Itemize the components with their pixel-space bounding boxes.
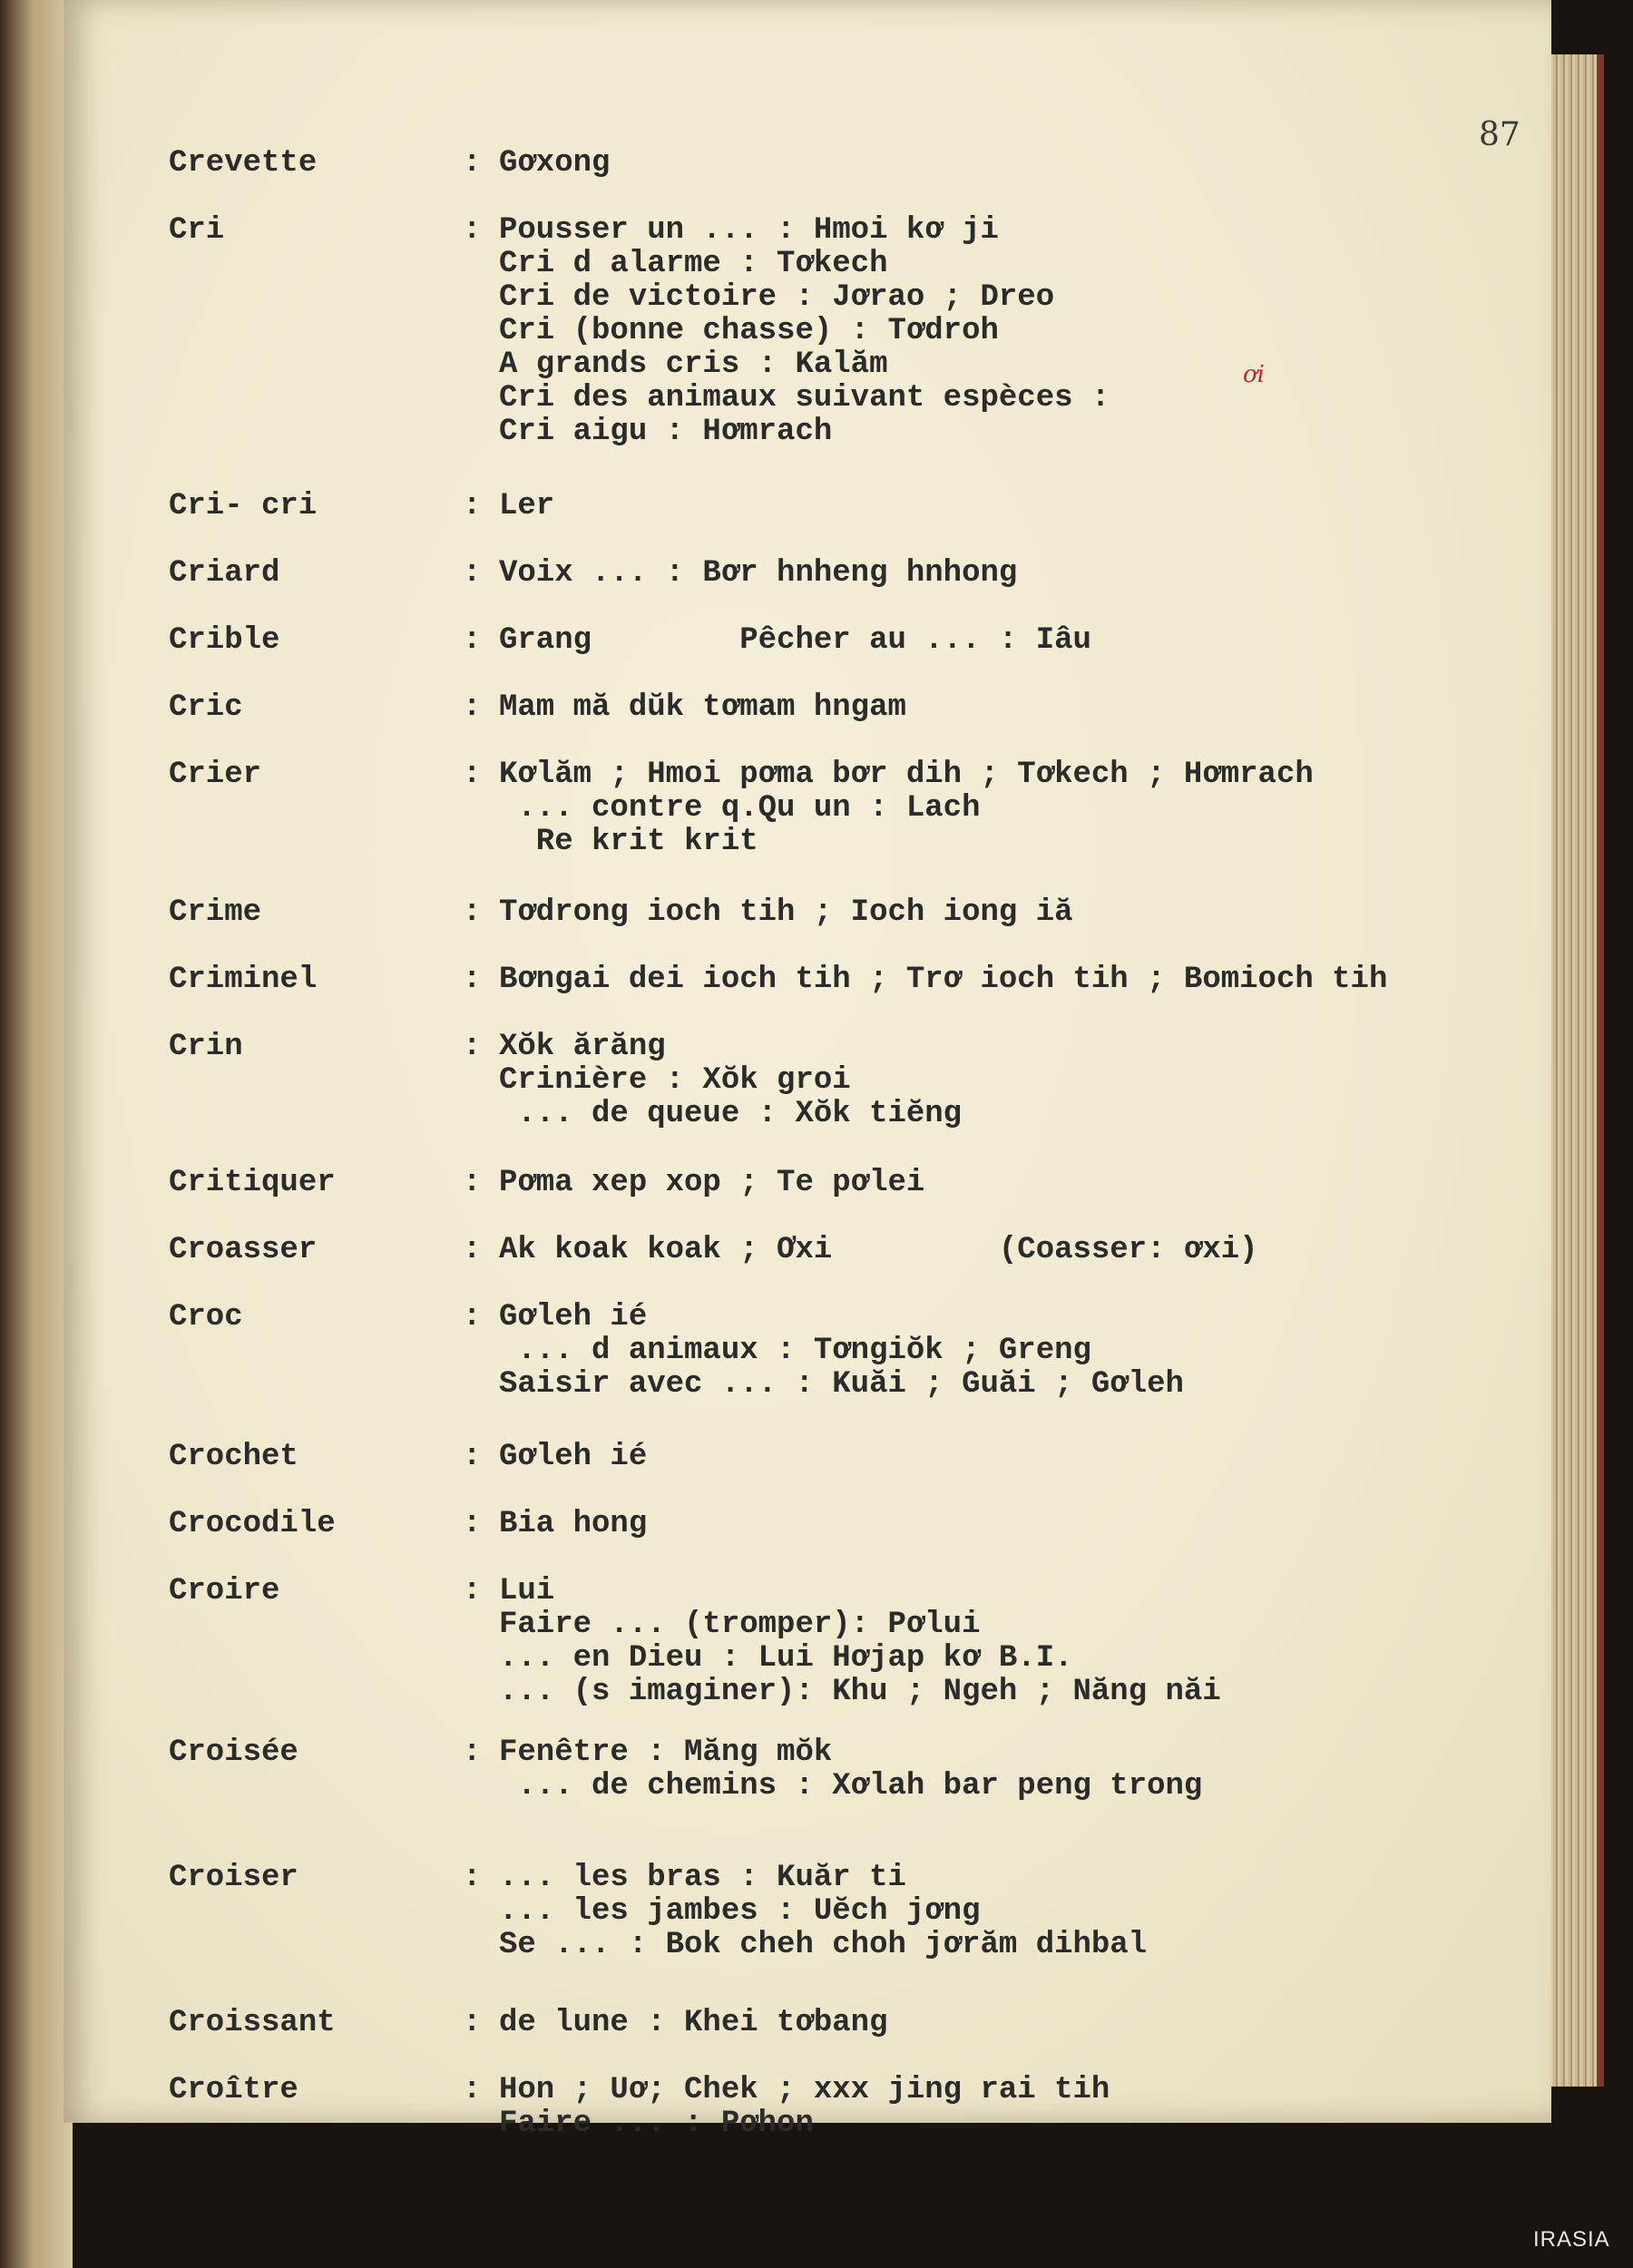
definition-line: Xŏk ărăng bbox=[499, 1030, 666, 1064]
definition-line: ... de chemins : Xơlah bar peng trong bbox=[499, 1769, 1203, 1804]
entry-colon: : bbox=[463, 2073, 482, 2107]
definition-line: Ak koak koak ; Ơxi (Coasser: ơxi) bbox=[499, 1233, 1258, 1267]
definition-line: de lune : Khei tơbang bbox=[499, 2006, 888, 2040]
entry-definitions bbox=[499, 1575, 1221, 1709]
entry-definitions bbox=[499, 1031, 962, 1131]
definition-line: Bơngai dei ioch tih ; Trơ ioch tih ; Bomioch tih bbox=[499, 963, 1388, 997]
entry-definitions bbox=[499, 896, 1073, 930]
definition-line: Pơma xep xop ; Te pơlei bbox=[499, 1166, 925, 1200]
definition-line: Cri (bonne chasse) : Tơdroh bbox=[499, 314, 999, 348]
entry-colon: : bbox=[463, 1574, 482, 1608]
entry-term: Cric bbox=[169, 690, 243, 725]
entry-term: Crin bbox=[169, 1030, 243, 1064]
definition-line: Faire ... : Pơhon bbox=[499, 2107, 814, 2141]
definition-line: Hon ; Uơ; Chek ; xxx jing rai tih bbox=[499, 2073, 1110, 2107]
definition-line: Kơlăm ; Hmoi pơma bơr dih ; Tơkech ; Hơmrach bbox=[499, 758, 1314, 792]
entry-definitions bbox=[499, 691, 906, 725]
entry-term: Croasser bbox=[169, 1233, 318, 1267]
definition-line: Lui bbox=[499, 1574, 555, 1608]
entry-term: Crochet bbox=[169, 1440, 298, 1474]
entry-term: Croc bbox=[169, 1300, 243, 1334]
entry-term: Criminel bbox=[169, 963, 318, 997]
entry-colon: : bbox=[463, 963, 482, 997]
entry-colon: : bbox=[463, 758, 482, 792]
definition-line: Gơxong bbox=[499, 146, 611, 181]
entry-term: Crible bbox=[169, 623, 280, 658]
definition-line: Bia hong bbox=[499, 1507, 648, 1541]
entry-colon: : bbox=[463, 2006, 482, 2040]
entry-term: Cri- cri bbox=[169, 489, 318, 523]
definition-line: ... les bras : Kuăr ti bbox=[499, 1861, 906, 1895]
entry-colon: : bbox=[463, 489, 482, 523]
entry-definitions bbox=[499, 2007, 887, 2040]
definition-line: Voix ... : Bơr hnheng hnhong bbox=[499, 556, 1018, 591]
entry-definitions bbox=[499, 1167, 924, 1200]
definition-line: Cri aigu : Hơmrach bbox=[499, 415, 833, 449]
definition-line: Tơdrong ioch tih ; Ioch iong iă bbox=[499, 895, 1073, 930]
entry-definitions bbox=[499, 214, 1110, 449]
entry-definitions bbox=[499, 147, 610, 181]
entry-definitions bbox=[499, 1301, 1184, 1402]
page-number: 87 bbox=[1479, 116, 1521, 153]
entry-term: Criard bbox=[169, 556, 280, 591]
entry-definitions bbox=[499, 1508, 647, 1541]
entry-term: Cri bbox=[169, 213, 225, 248]
definition-line: ... d animaux : Tơngiŏk ; Greng bbox=[499, 1334, 1091, 1368]
definition-line: Crinière : Xŏk groi bbox=[499, 1063, 851, 1098]
definition-line: Re krit krit bbox=[499, 825, 758, 859]
definition-line: Saisir avec ... : Kuăi ; Guăi ; Gơleh bbox=[499, 1367, 1184, 1402]
definition-line: Cri d alarme : Tơkech bbox=[499, 247, 888, 281]
definition-line: ... contre q.Qu un : Lach bbox=[499, 791, 981, 826]
entry-definitions bbox=[499, 963, 1387, 997]
entry-colon: : bbox=[463, 556, 482, 591]
entry-colon: : bbox=[463, 1735, 482, 1770]
definition-line: Cri des animaux suivant espèces : bbox=[499, 381, 1110, 415]
entry-colon: : bbox=[463, 146, 482, 181]
entry-term: Croiser bbox=[169, 1861, 298, 1895]
definition-line: Pousser un ... : Hmoi kơ ji bbox=[499, 213, 999, 248]
definition-line: ... en Dieu : Lui Hơjap kơ B.I. bbox=[499, 1641, 1073, 1676]
entry-definitions bbox=[499, 1736, 1202, 1804]
entry-colon: : bbox=[463, 690, 482, 725]
document-page bbox=[64, 0, 1551, 2141]
entry-definitions bbox=[499, 557, 1017, 591]
entry-term: Critiquer bbox=[169, 1166, 336, 1200]
definition-line: Se ... : Bok cheh choh jơrăm dihbal bbox=[499, 1928, 1148, 1962]
entry-definitions bbox=[499, 1862, 1147, 1962]
definition-line: ... les jambes : Uĕch jơng bbox=[499, 1894, 981, 1929]
definition-line: Gơleh ié bbox=[499, 1300, 648, 1334]
definition-line: Fenêtre : Măng mŏk bbox=[499, 1735, 833, 1770]
entry-definitions bbox=[499, 2074, 1110, 2141]
entry-term: Croisée bbox=[169, 1735, 298, 1770]
entry-colon: : bbox=[463, 895, 482, 930]
entry-term: Croissant bbox=[169, 2006, 336, 2040]
definition-line: Grang Pêcher au ... : Iâu bbox=[499, 623, 1091, 658]
definition-line: A grands cris : Kalăm bbox=[499, 347, 888, 382]
book-binding bbox=[0, 0, 73, 2268]
entry-term: Crevette bbox=[169, 146, 318, 181]
entry-term: Crime bbox=[169, 895, 262, 930]
watermark: IRASIA bbox=[1533, 2227, 1610, 2252]
entry-colon: : bbox=[463, 623, 482, 658]
entry-definitions bbox=[499, 1441, 647, 1474]
entry-colon: : bbox=[463, 213, 482, 248]
entry-term: Croire bbox=[169, 1574, 280, 1608]
entry-colon: : bbox=[463, 1300, 482, 1334]
entry-term: Crocodile bbox=[169, 1507, 336, 1541]
entry-term: Croître bbox=[169, 2073, 298, 2107]
entry-term: Crier bbox=[169, 758, 262, 792]
entry-colon: : bbox=[463, 1233, 482, 1267]
entry-definitions bbox=[499, 624, 1091, 658]
entry-colon: : bbox=[463, 1166, 482, 1200]
entry-colon: : bbox=[463, 1030, 482, 1064]
definition-line: Gơleh ié bbox=[499, 1440, 648, 1474]
entry-definitions bbox=[499, 490, 554, 523]
entry-definitions bbox=[499, 758, 1314, 859]
definition-line: Cri de victoire : Jơrao ; Dreo bbox=[499, 280, 1055, 315]
definition-line: Faire ... (tromper): Pơlui bbox=[499, 1608, 981, 1642]
entry-colon: : bbox=[463, 1440, 482, 1474]
margin-annotation: ơi bbox=[1243, 361, 1265, 388]
definition-line: Mam mă dŭk tơmam hngam bbox=[499, 690, 906, 725]
entry-colon: : bbox=[463, 1861, 482, 1895]
definition-line: ... de queue : Xŏk tiĕng bbox=[499, 1097, 963, 1131]
entry-colon: : bbox=[463, 1507, 482, 1541]
definition-line: Ler bbox=[499, 489, 555, 523]
definition-line: ... (s imaginer): Khu ; Ngeh ; Năng năi bbox=[499, 1675, 1221, 1709]
entry-definitions bbox=[499, 1234, 1258, 1267]
